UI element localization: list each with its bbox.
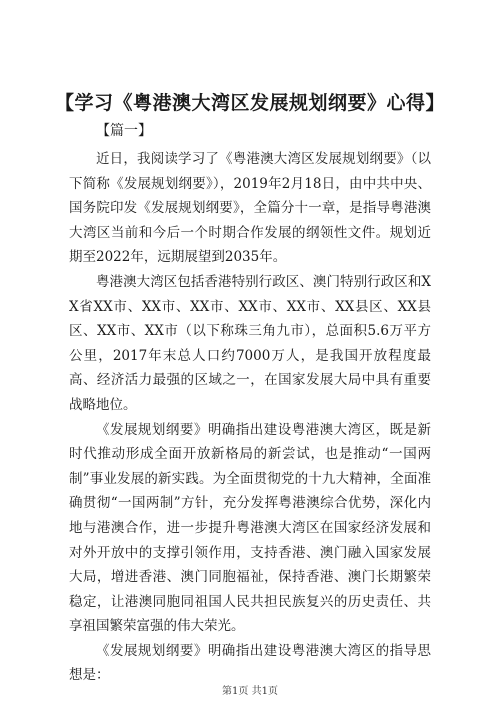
paragraph: 近日，我阅读学习了《粤港澳大湾区发展规划纲要》（以下简称《发展规划纲要》），2019年2月18日，由中共中央、国务院印发《发展规划纲要》，全篇分十一章，是指导粤港澳大湾区当前和今后一个时期合作发展的纲领性文件。规划近期至2022年，远期展望到2035年。: [69, 151, 431, 266]
paragraph: 《发展规划纲要》明确指出建设粤港澳大湾区，既是新时代推动形成全面开放新格局的新尝试，也是推动“一国两制”事业发展的新实践。为全面贯彻党的十九大精神，全面准确贯彻“一国两制”方针，充分发挥粤港澳综合优势，深化内地与港澳合作，进一步提升粤港澳大湾区在国家经济发展和对外开放中的支撑引领作用，支持香港、澳门融入国家发展大局，增进香港、澳门同胞福祉，保持香港、澳门长期繁荣稳定，让港澳同胞同祖国人民共担民族复兴的历史责任、共享祖国繁荣富强的伟大荣光。: [69, 421, 431, 635]
paragraph: 《发展规划纲要》明确指出建设粤港澳大湾区的指导思想是：: [69, 642, 431, 684]
section-heading: 【篇一】: [96, 123, 152, 139]
page-footer: 第1页 共1页: [222, 686, 278, 697]
document-title: 【学习《粤港澳大湾区发展规划纲要》心得】: [54, 92, 445, 114]
document-body: [69, 147, 431, 688]
paragraph: 粤港澳大湾区包括香港特别行政区、澳门特别行政区和XX省XX市、XX市、XX市、XX市、XX市、XX县区、XX县区、XX市、XX市（以下称珠三角九市），总面积5.6万平方公里，2017年末总人口约7000万人，是我国开放程度最高、经济活力最强的区域之一，在国家发展大局中具有重要战略地位。: [69, 273, 431, 413]
